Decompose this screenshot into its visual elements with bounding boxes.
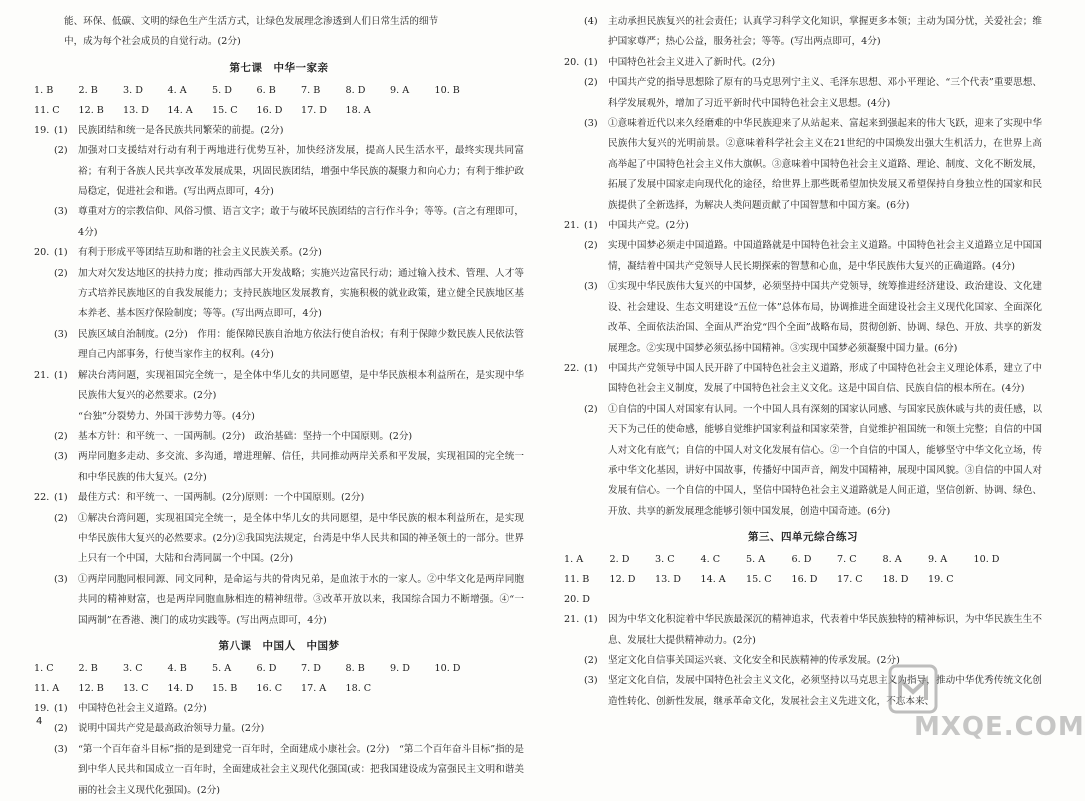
question-20-part-2: (2) 中国共产党的指导思想除了原有的马克思列宁主义、毛泽东思想、邓小平理论、“三个代表”重要思想、科学发展观外，增加了习近平新时代中国特色社会主义思想。(4分) bbox=[584, 77, 1042, 109]
lesson-8-title: 第八课 中国人 中国梦 bbox=[218, 639, 340, 652]
choice-answer: 17. C bbox=[837, 574, 863, 586]
lesson-7-choice-row-1 bbox=[34, 81, 524, 101]
choice-answer: 10. D bbox=[434, 662, 461, 674]
choice-answer: 14. A bbox=[167, 104, 193, 116]
choice-answer: 5. D bbox=[212, 84, 232, 96]
choice-answer: 5. A bbox=[746, 554, 766, 566]
question-20-part-3: (3) ①意味着近代以来久经磨难的中华民族迎来了从站起来、富起来到强起来的伟大飞跃，迎来了实现中华民族伟大复兴的光明前景。②意味着科学社会主义在21世纪的中国焕发出强大生机活力，在世界上高高举起了中国特色社会主义伟大旗帜。③意味着中国特色社会主义道路、理论、制度、文化不断发展，拓展了发展中国家走向现代化的途径，给世界上那些既希望加快发展又希望保持自身独立性的国家和民族提供了全新选择，为解决人类问题贡献了中国智慧和中国方案。(6分) bbox=[584, 118, 1042, 211]
question-20-part-3: (3) 民族区域自治制度。(2分) 作用：能保障民族自治地方依法行使自治权；有利于保障少数民族人民依法管理自己内部事务，行使当家作主的权利。(4分) bbox=[54, 328, 524, 361]
lesson-8-question-19-part-3: (3) “第一个百年奋斗目标”指的是到建党一百年时，全面建成小康社会。(2分) “第二个百年奋斗目标”指的是到中华人民共和国成立一百年时，全面建成社会主义现代化强国(或：把我国建设成为富强民主文明和谐美丽的社会主义现代化强国)。(2分) bbox=[54, 743, 524, 796]
question-19-part-3: (3) 尊重对方的宗教信仰、风俗习惯、语言文字；敢于与破坏民族团结的言行作斗争；等等。(言之有理即可，4分) bbox=[54, 206, 524, 238]
unit-review-choice-row-2 bbox=[564, 570, 1042, 590]
choice-answer: 8. A bbox=[882, 554, 902, 566]
unit-review-question-21-part-3: (3) 坚定文化自信，发展中国特色社会主义文化，必须坚持以马克思主义为指导，推动中华优秀传统文化创造性转化、创新性发展，继承革命文化，发展社会主义先进文化，不忘本来、 bbox=[584, 675, 1042, 707]
question-22-part-2: (2) ①解决台湾问题，实现祖国完全统一，是全体中华儿女的共同愿望，是中华民族的根本利益所在，是实现中华民族伟大复兴的必然要求。(2分)②我国宪法规定，台湾是中华人民共和国的神圣领土的一部分。世界上只有一个中国，大陆和台湾同属一个中国。(2分) bbox=[54, 512, 524, 565]
choice-answer: 4. A bbox=[167, 84, 187, 96]
unit-review-question-21-part-1: 21. (1) 因为中华文化积淀着中华民族最深沉的精神追求，代表着中华民族独特的精神标识，为中华民族生生不息、发展壮大提供精神动力。(2分) bbox=[564, 614, 1042, 646]
question-22-part-3: (3) ①两岸同胞同根同源、同文同种，是命运与共的骨肉兄弟，是血浓于水的一家人。②中华文化是两岸同胞共同的精神财富，也是两岸同胞血脉相连的精神纽带。③改革开放以来，我国综合国力不断增强。④“一国两制”在香港、澳门的成功实践等。(写出两点即可，4分) bbox=[54, 573, 524, 626]
watermark-text: MXQE.COM bbox=[914, 712, 1085, 742]
choice-answer: 17. D bbox=[301, 104, 327, 116]
choice-answer: 16. D bbox=[256, 104, 283, 116]
choice-answer: 2. B bbox=[78, 662, 98, 674]
question-21-part-3: (3) ①实现中华民族伟大复兴的中国梦，必须坚持中国共产党领导，统筹推进经济建设、政治建设、文化建设、社会建设、生态文明建设“五位一体”总体布局，协调推进全面建设社会主义现代化国家、全面深化改革、全面依法治国、全面从严治党“四个全面”战略布局，贯彻创新、协调、绿色、开放、共享的新发展理念。②实现中国梦必须弘扬中国精神。③实现中国梦必须凝聚中国力量。(6分) bbox=[584, 281, 1042, 354]
lesson-8-choice-row-2 bbox=[34, 679, 524, 699]
question-20-part-1: 20. (1) 有利于形成平等团结互助和谐的社会主义民族关系。(2分) bbox=[34, 247, 322, 259]
choice-answer: 2. B bbox=[78, 84, 98, 96]
lesson-8-choice-row-1 bbox=[34, 659, 524, 679]
left-column bbox=[34, 12, 524, 801]
choice-answer: 6. D bbox=[256, 662, 277, 674]
watermark-logo bbox=[884, 660, 1085, 744]
choice-answer: 13. C bbox=[123, 682, 149, 694]
lesson-8-question-19-part-1: 19. (1) 中国特色社会主义道路。(2分) bbox=[34, 702, 207, 714]
choice-answer: 11. A bbox=[34, 682, 60, 694]
question-20-part-2: (2) 加大对欠发达地区的扶持力度；推动西部大开发战略；实施兴边富民行动；通过输入技术、管理、人才等方式培养民族地区的自我发展能力；支持民族地区发展教育，实施积极的就业政策，建立健全民族地区基本养老、基本医疗保险制度；等等。(写出两点即可，4分) bbox=[54, 267, 524, 320]
choice-answer: 6. B bbox=[256, 84, 276, 96]
choice-answer: 16. D bbox=[791, 574, 818, 586]
choice-answer: 10. B bbox=[434, 84, 460, 96]
choice-answer: 12. B bbox=[78, 104, 104, 116]
choice-answer: 18. C bbox=[345, 682, 372, 694]
choice-answer: 5. A bbox=[212, 662, 232, 674]
lesson-7-choice-row-2 bbox=[34, 101, 524, 121]
unit-review-choice-row-3 bbox=[564, 590, 1042, 610]
question-22-part-1: 22. (1) 中国共产党领导中国人民开辟了中国特色社会主义道路，形成了中国特色社会主义理论体系，建立了中国特色社会主义制度，发展了中国特色社会主义文化。这是中国自信、民族自信的根本所在。(4分) bbox=[564, 362, 1042, 395]
question-21-part-2: (2) 实现中国梦必须走中国道路。中国道路就是中国特色社会主义道路。中国特色社会主义道路立足中国国情，凝结着中国共产党领导人民长期探索的智慧和心血，是中华民族伟大复兴的正确道路。(4分) bbox=[584, 240, 1042, 272]
choice-answer: 12. B bbox=[78, 682, 104, 694]
choice-answer: 9. A bbox=[390, 84, 410, 96]
choice-answer: 8. B bbox=[345, 662, 365, 674]
choice-answer: 4. B bbox=[167, 662, 187, 674]
choice-answer: 14. D bbox=[167, 682, 194, 694]
question-20-part-1: 20. (1) 中国特色社会主义进入了新时代。(2分) bbox=[564, 56, 776, 68]
choice-answer: 18. D bbox=[882, 574, 909, 586]
choice-answer: 9. A bbox=[928, 554, 948, 566]
lesson-8-question-19-part-2: (2) 说明中国共产党是最高政治领导力量。(2分) bbox=[54, 723, 265, 735]
choice-answer: 18. A bbox=[345, 104, 371, 116]
unit-review-question-21-part-2: (2) 坚定文化自信事关国运兴衰、文化安全和民族精神的传承发展。(2分) bbox=[584, 654, 900, 666]
choice-answer: 6. D bbox=[791, 554, 812, 566]
choice-answer: 16. C bbox=[256, 682, 283, 694]
choice-answer: 7. D bbox=[301, 662, 321, 674]
lesson-7-title: 第七课 中华一家亲 bbox=[229, 61, 329, 74]
unit-review-title: 第三、四单元综合练习 bbox=[748, 531, 858, 544]
question-19-part-2: (2) 加强对口支援结对行动有利于两地进行优势互补，加快经济发展，提高人民生活水平，最终实现共同富裕；有利于各族人民共享改革发展成果，巩固民族团结，增强中华民族的凝聚力和向心力；有利于维护政局稳定，促进社会和谐。(写出两点即可，4分) bbox=[54, 145, 524, 198]
choice-answer: 13. D bbox=[655, 574, 681, 586]
choice-answer: 17. A bbox=[301, 682, 327, 694]
question-21-part-2: (2) 基本方针：和平统一、一国两制。(2分) 政治基础：坚持一个中国原则。(2分) bbox=[54, 430, 413, 442]
choice-answer: 19. C bbox=[928, 574, 954, 586]
unit-review-choice-row-1 bbox=[564, 550, 1042, 570]
choice-answer: 13. D bbox=[123, 104, 149, 116]
choice-answer: 15. B bbox=[212, 682, 238, 694]
question-22-part-2: (2) ①自信的中国人对国家有认同。一个中国人具有深刻的国家认同感、与国家民族休戚与共的责任感，以天下为己任的使命感，能够自觉维护国家利益和国家荣誉，自觉维护祖国统一和领土完整；自信的中国人对文化有底气；自信的中国人对文化发展有信心。②一个自信的中国人，能够坚守中华文化立场，传承中华文化基因，讲好中国故事，传播好中国声音，阐发中国精神，展现中国风貌。③自信的中国人对发展有信心。一个自信的中国人，坚信中国特色社会主义道路就是人间正道，坚信创新、协调、绿色、开放、共享的新发展理念能够引领中国发展，创造中国奇迹。(6分) bbox=[584, 403, 1042, 517]
choice-answer: 10. D bbox=[973, 554, 1000, 566]
question-21-part-3: (3) 两岸同胞多走动、多交流、多沟通，增进理解、信任，共同推动两岸关系和平发展，实现祖国的完全统一和中华民族的伟大复兴。(2分) bbox=[54, 451, 524, 483]
choice-answer: 12. D bbox=[609, 574, 636, 586]
choice-answer: 14. A bbox=[700, 574, 726, 586]
watermark-emblem-icon bbox=[884, 660, 944, 720]
choice-answer: 1. A bbox=[564, 554, 584, 566]
choice-answer: 15. C bbox=[746, 574, 772, 586]
choice-answer: 4. C bbox=[700, 554, 721, 566]
choice-answer: 15. C bbox=[212, 104, 238, 116]
choice-answer: 3. C bbox=[655, 554, 675, 566]
page-number: 4 bbox=[36, 716, 43, 727]
choice-answer: 3. C bbox=[123, 662, 143, 674]
choice-answer: 2. D bbox=[609, 554, 630, 566]
choice-answer: 8. D bbox=[345, 84, 366, 96]
choice-answer: 7. C bbox=[837, 554, 857, 566]
question-4: (4) 主动承担民族复兴的社会责任；认真学习科学文化知识，掌握更多本领；主动为国分忧，关爱社会；维护国家尊严；热心公益，服务社会；等等。(写出两点即可，4分) bbox=[584, 16, 1042, 48]
choice-answer: 1. B bbox=[34, 84, 54, 96]
choice-answer: 7. B bbox=[301, 84, 321, 96]
choice-answer: 20. D bbox=[564, 594, 590, 606]
choice-answer: 1. C bbox=[34, 662, 54, 674]
choice-answer: 11. C bbox=[34, 104, 60, 116]
intro-text: 能、环保、低碳、文明的绿色生产生活方式，让绿色发展理念渗透到人们日常生活的细节 中，成为每个社会成员的自觉行动。(2分) bbox=[64, 16, 439, 48]
choice-answer: 9. D bbox=[390, 662, 410, 674]
question-19-part-1: 19. (1) 民族团结和统一是各民族共同繁荣的前提。(2分) bbox=[34, 124, 284, 136]
question-22-part-1: 22. (1) 最佳方式：和平统一、一国两制。(2分)原则：一个中国原则。(2分) bbox=[34, 492, 365, 504]
question-21-part-1-continued: “台独”分裂势力、外国干涉势力等。(4分) bbox=[78, 410, 255, 422]
right-column bbox=[564, 12, 1042, 712]
question-21-part-1: 21. (1) 解决台湾问题，实现祖国完全统一，是全体中华儿女的共同愿望，是中华民族根本利益所在，是实现中华民族伟大复兴的必然要求。(2分) bbox=[34, 369, 524, 402]
choice-answer: 11. B bbox=[564, 574, 590, 586]
question-21-part-1: 21. (1) 中国共产党。(2分) bbox=[564, 220, 689, 232]
choice-answer: 3. D bbox=[123, 84, 143, 96]
